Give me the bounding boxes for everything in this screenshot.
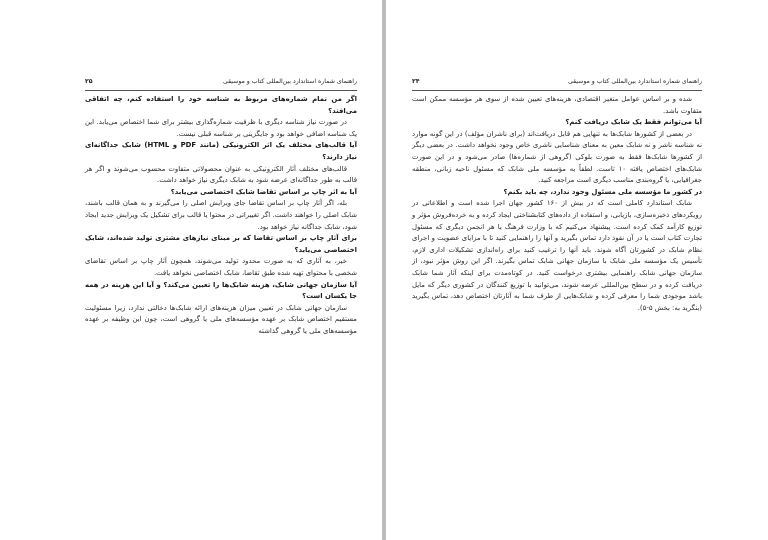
- right-page-body: [412, 94, 702, 314]
- question-heading: آیا می‌توانم فقط یک شابک دریافت کنم؟: [565, 118, 702, 127]
- question-heading: برای آثار چاپ بر اساس تقاضا که بر مبنای نیازهای مشتری تولید شده‌اند، شابک اختصاصی می‌یابد؟: [85, 234, 357, 254]
- right-page-header: [412, 78, 702, 90]
- answer-paragraph: در صورت نیاز شناسه دیگری با ظرفیت شماره‌گذاری بیشتر برای شما اختصاص می‌یابد. این یک شناسه اضافی خواهد بود و جایگزینی بر شناسه قبلی نیست.: [85, 118, 357, 138]
- answer-paragraph: در بعضی از کشورها شابک‌ها به تنهایی هم قابل دریافت‌اند (برای ناشران مؤلف) در این گونه موارد نه شناسه ناشر و نه شابک معین به معنای شناسایی ناشری خاص وجود نخواهد داشت. در بعضی دیگر از کشورها شابک‌ها فقط به صورت بلوکی (گروهی از شماره‌ها) صادر می‌شود و در این صورت شابک‌های اختصاص یافته ۱۰ تاست. لطفاً به مؤسسه ملی شابک که مسئول ناحیه زبانی، منطقه جغرافیایی، یا گروه‌بندی مناسب دیگری است مراجعه کنید.: [412, 129, 702, 185]
- question-heading: در کشور ما مؤسسه ملی مسئول وجود ندارد، چه باید بکنم؟: [503, 187, 702, 196]
- answer-paragraph: شده و بر اساس عوامل متغیر اقتصادی، هزینه‌های تعیین شده از سوی هر مؤسسه ممکن است متفاوت باشد.: [412, 95, 702, 115]
- question-heading: اگر من تمام شماره‌های مربوط به شناسه خود را استفاده کنم، چه اتفاقی می‌افتد؟: [85, 95, 357, 115]
- answer-paragraph: قالب‌های مختلف آثار الکترونیکی به عنوان محصولاتی متفاوت محسوب می‌شوند و اگر هر قالب به طور جداگانه‌ای عرضه شود به شابک دیگری نیاز خواهد داشت.: [85, 164, 357, 185]
- left-page-body: [85, 94, 357, 337]
- right-page: [386, 0, 768, 540]
- right-header-rule: [412, 90, 702, 91]
- left-header-rule: [85, 90, 357, 91]
- answer-paragraph: سازمان جهانی شابک در تعیین میزان هزینه‌های ارائه شابک‌ها دخالتی ندارد، زیرا مسئولیت مستقیم اختصاص شابک بر عهده مؤسسه‌های ملی یا گروهی است، چون این وظیفه بر عهده مؤسسه‌های ملی یا گروهی گذاشته: [85, 303, 357, 335]
- question-heading: آیا به اثر چاپ بر اساس تقاضا شابک اختصاصی می‌یابد؟: [170, 187, 357, 196]
- left-page: [0, 0, 382, 540]
- question-heading: آیا قالب‌های مختلف یک اثر الکترونیکی (مانند PDF و HTML) شابک جداگانه‌ای نیاز دارند؟: [85, 141, 357, 161]
- right-page-number: ۲۴: [412, 78, 420, 85]
- right-header-title: راهنمای شماره استاندارد بین‌المللی کتاب و موسیقی: [567, 78, 702, 85]
- left-header-title: راهنمای شماره استاندارد بین‌المللی کتاب و موسیقی: [222, 78, 357, 85]
- answer-paragraph: خیر، به آثاری که به صورت محدود تولید می‌شوند، همچون آثار چاپ بر اساس تقاضای شخصی با محتوای تهیه شده طبق تقاضا، شابک اختصاصی نخواهد یافت.: [85, 257, 357, 277]
- answer-paragraph: شابک استاندارد کاملی است که در بیش از ۱۶۰ کشور جهان اجرا شده است و اطلاعاتی در رویکردهای ذخیره‌سازی، بازیابی، و استفاده از داده‌های کتابشناختی ایجاد کرده و به خرده‌فروش مؤثر و توزیع کارآمد کمک کرده است. پیشنهاد می‌کنیم که با وزارت فرهنگ یا هر انجمن دیگری که مسئول تجارت کتاب است یا در آن نفوذ دارد تماس بگیرید و آنها را راهنمایی کنید تا با مزایای عضویت و اجرای نظام شابک در کشورتان آگاه شوند. باید آنها را ترغیب کنید برای راه‌اندازی تشکیلات اداری لازم، تأسیس یک مؤسسه ملی شابک با سازمان جهانی شابک تماس بگیرند. اگر این روش مؤثر نبود، از سازمان جهانی شابک راهنمایی بیشتری درخواست کنید. در کوتاه‌مدت برای اینکه آثار شما شابک دریافت کرده و در سطح بین‌المللی عرضه شوند، می‌توانید با توزیع کنندگان در کشوری دیگر که مایل باشد موجودی شما را معرفی کرده و شابک‌هایی از طرف شما به آثارتان اختصاص دهد، تماس بگیرید (بنگرید به: بخش ۵-۵).: [412, 199, 702, 312]
- left-page-header: [85, 78, 357, 90]
- left-page-number: ۲۵: [85, 78, 93, 85]
- answer-paragraph: بله، اگر آثار چاپ بر اساس تقاضا جای ویرایش اصلی را می‌گیرند و به همان قالب باشند، شابک اصلی را خواهند داشت. اگر تغییراتی در محتوا یا قالب برای تشکیل یک ویرایش جدید ایجاد شود، شابک جداگانه نیاز خواهد بود.: [85, 199, 357, 231]
- question-heading: آیا سازمان جهانی شابک، هزینه شابک‌ها را تعیین می‌کند؟ و آیا این هزینه در همه جا یکسان است؟: [85, 280, 357, 301]
